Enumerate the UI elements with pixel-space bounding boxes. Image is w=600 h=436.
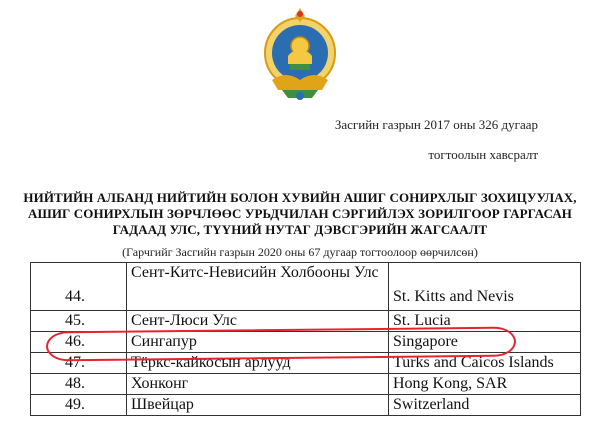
row-number: 49.: [31, 395, 127, 416]
country-name-english: Turks and Caicos Islands: [389, 353, 581, 374]
table-row: [31, 374, 581, 395]
country-name-english: Singapore: [389, 332, 581, 353]
row-number: 46.: [31, 332, 127, 353]
country-name-mongolian: Сент-Люси Улс: [127, 311, 389, 332]
amendment-note: (Гарчгийг Засгийн газрын 2020 оны 67 дугаар тогтоолоор өөрчилсөн): [122, 245, 478, 259]
row-number: 44.: [31, 263, 127, 311]
document-title-line3: ГАДААД УЛС, ТҮҮНИЙ НУТАГ ДЭВСГЭРИЙН ЖАГСААЛТ: [112, 222, 488, 237]
country-name-english: St. Lucia: [389, 311, 581, 332]
table-row: [31, 395, 581, 416]
country-name-english: St. Kitts and Nevis: [389, 263, 581, 311]
singapore-row-highlight-oval: [46, 327, 516, 362]
country-name-mongolian: Сент-Китс-Невисийн Холбооны Улс: [127, 263, 389, 311]
country-name-mongolian: Тёркс-кайкосын арлууд: [127, 353, 389, 374]
row-number: 45.: [31, 311, 127, 332]
country-name-english: Hong Kong, SAR: [389, 374, 581, 395]
row-number: 48.: [31, 374, 127, 395]
country-name-english: Switzerland: [389, 395, 581, 416]
country-name-mongolian: Сингапур: [127, 332, 389, 353]
annex-reference-line2: тогтоолын хавсралт: [428, 147, 538, 162]
document-title-line2: АШИГ СОНИРХЛЫН ЗӨРЧЛӨӨС УРЬДЧИЛАН СЭРГИЙЛЭХ ЗОРИЛГООР ГАРГАСАН: [27, 206, 573, 221]
country-name-mongolian: Хонконг: [127, 374, 389, 395]
table-row: [31, 263, 581, 311]
country-name-mongolian: Швейцар: [127, 395, 389, 416]
row-number: 47.: [31, 353, 127, 374]
state-emblem-icon: [262, 6, 338, 104]
document-title-line1: НИЙТИЙН АЛБАНД НИЙТИЙН БОЛОН ХУВИЙН АШИГ СОНИРХЛЫГ ЗОХИЦУУЛАХ,: [23, 190, 577, 205]
annex-reference-line1: Засгийн газрын 2017 оны 326 дугаар: [334, 117, 538, 132]
